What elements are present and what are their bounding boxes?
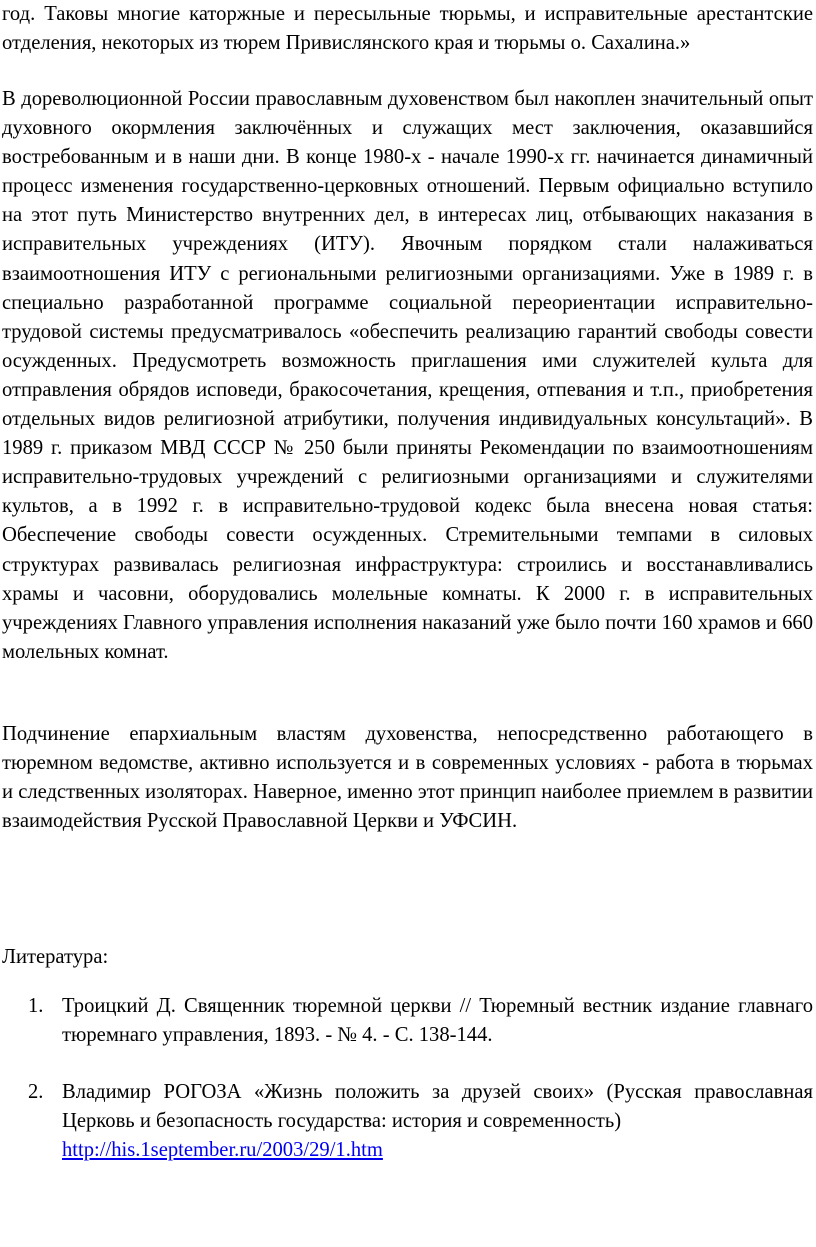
reference-text: Троицкий Д. Священник тюремной церкви // Тюремный вестник издание главнаго тюремнаго управления, 1893. - № 4. - С. 138-144. — [62, 995, 813, 1047]
literature-heading: Литература: — [2, 946, 109, 968]
reference-text-block — [62, 1078, 813, 1165]
reference-item-1 — [28, 992, 813, 1050]
paragraph-1: год. Таковы многие каторжные и пересыльные тюрьмы, и исправительные арестантские отделения, некоторых из тюрем Привислянского края и тюрьмы о. Сахалина.» — [2, 3, 813, 55]
reference-number: 2. — [28, 1081, 44, 1103]
reference-number: 1. — [28, 995, 44, 1017]
reference-link[interactable]: http://his.1september.ru/2003/29/1.htm — [62, 1139, 383, 1162]
reference-text: Владимир РОГОЗА «Жизнь положить за друзей своих» (Русская православная Церковь и безопасность государства: история и современность) — [62, 1081, 813, 1133]
paragraph-2: В дореволюционной России православным духовенством был накоплен значительный опыт духовного окормления заключённых и служащих мест заключения, оказавшийся востребованным и в наши дни. В конце 1980-х - начале 1990-х гг. начинается динамичный процесс изменения государственно-церковных отношений. Первым официально вступило на этот путь Министерство внутренних дел, в интересах лиц, отбывающих наказания в исправительных учреждениях (ИТУ). Явочным порядком стали налаживаться взаимоотношения ИТУ с региональными религиозными организациями. Уже в 1989 г. в специально разработанной программе социальной переориентации исправительно-трудовой системы предусматривалось «обеспечить реализацию гарантий свободы совести осужденных. Предусмотреть возможность приглашения ими служителей культа для отправления обрядов исповеди, бракосочетания, крещения, отпевания и т.п., приобретения отдельных видов религиозной атрибутики, получения индивидуальных консультаций». В 1989 г. приказом МВД СССР № 250 были приняты Рекомендации по взаимоотношениям исправительно-трудовых учреждений с религиозными организациями и служителями культов, а в 1992 г. в исправительно-трудовой кодекс была внесена новая статья: Обеспечение свободы совести осужденных. Стремительными темпами в силовых структурах развивалась религиозная инфраструктура: строились и восстанавливались храмы и часовни, оборудовались молельные комнаты. К 2000 г. в исправительных учреждениях Главного управления исполнения наказаний уже было почти 160 храмов и 660 молельных комнат. — [2, 88, 813, 663]
paragraph-3: Подчинение епархиальным властям духовенства, непосредственно работающего в тюремном ведомстве, активно используется и в современных условиях - работа в тюрьмах и следственных изоляторах. Наверное, именно этот принцип наиболее приемлем в развитии взаимодействия Русской Православной Церкви и УФСИН. — [2, 723, 813, 833]
reference-item-2 — [28, 1078, 813, 1165]
